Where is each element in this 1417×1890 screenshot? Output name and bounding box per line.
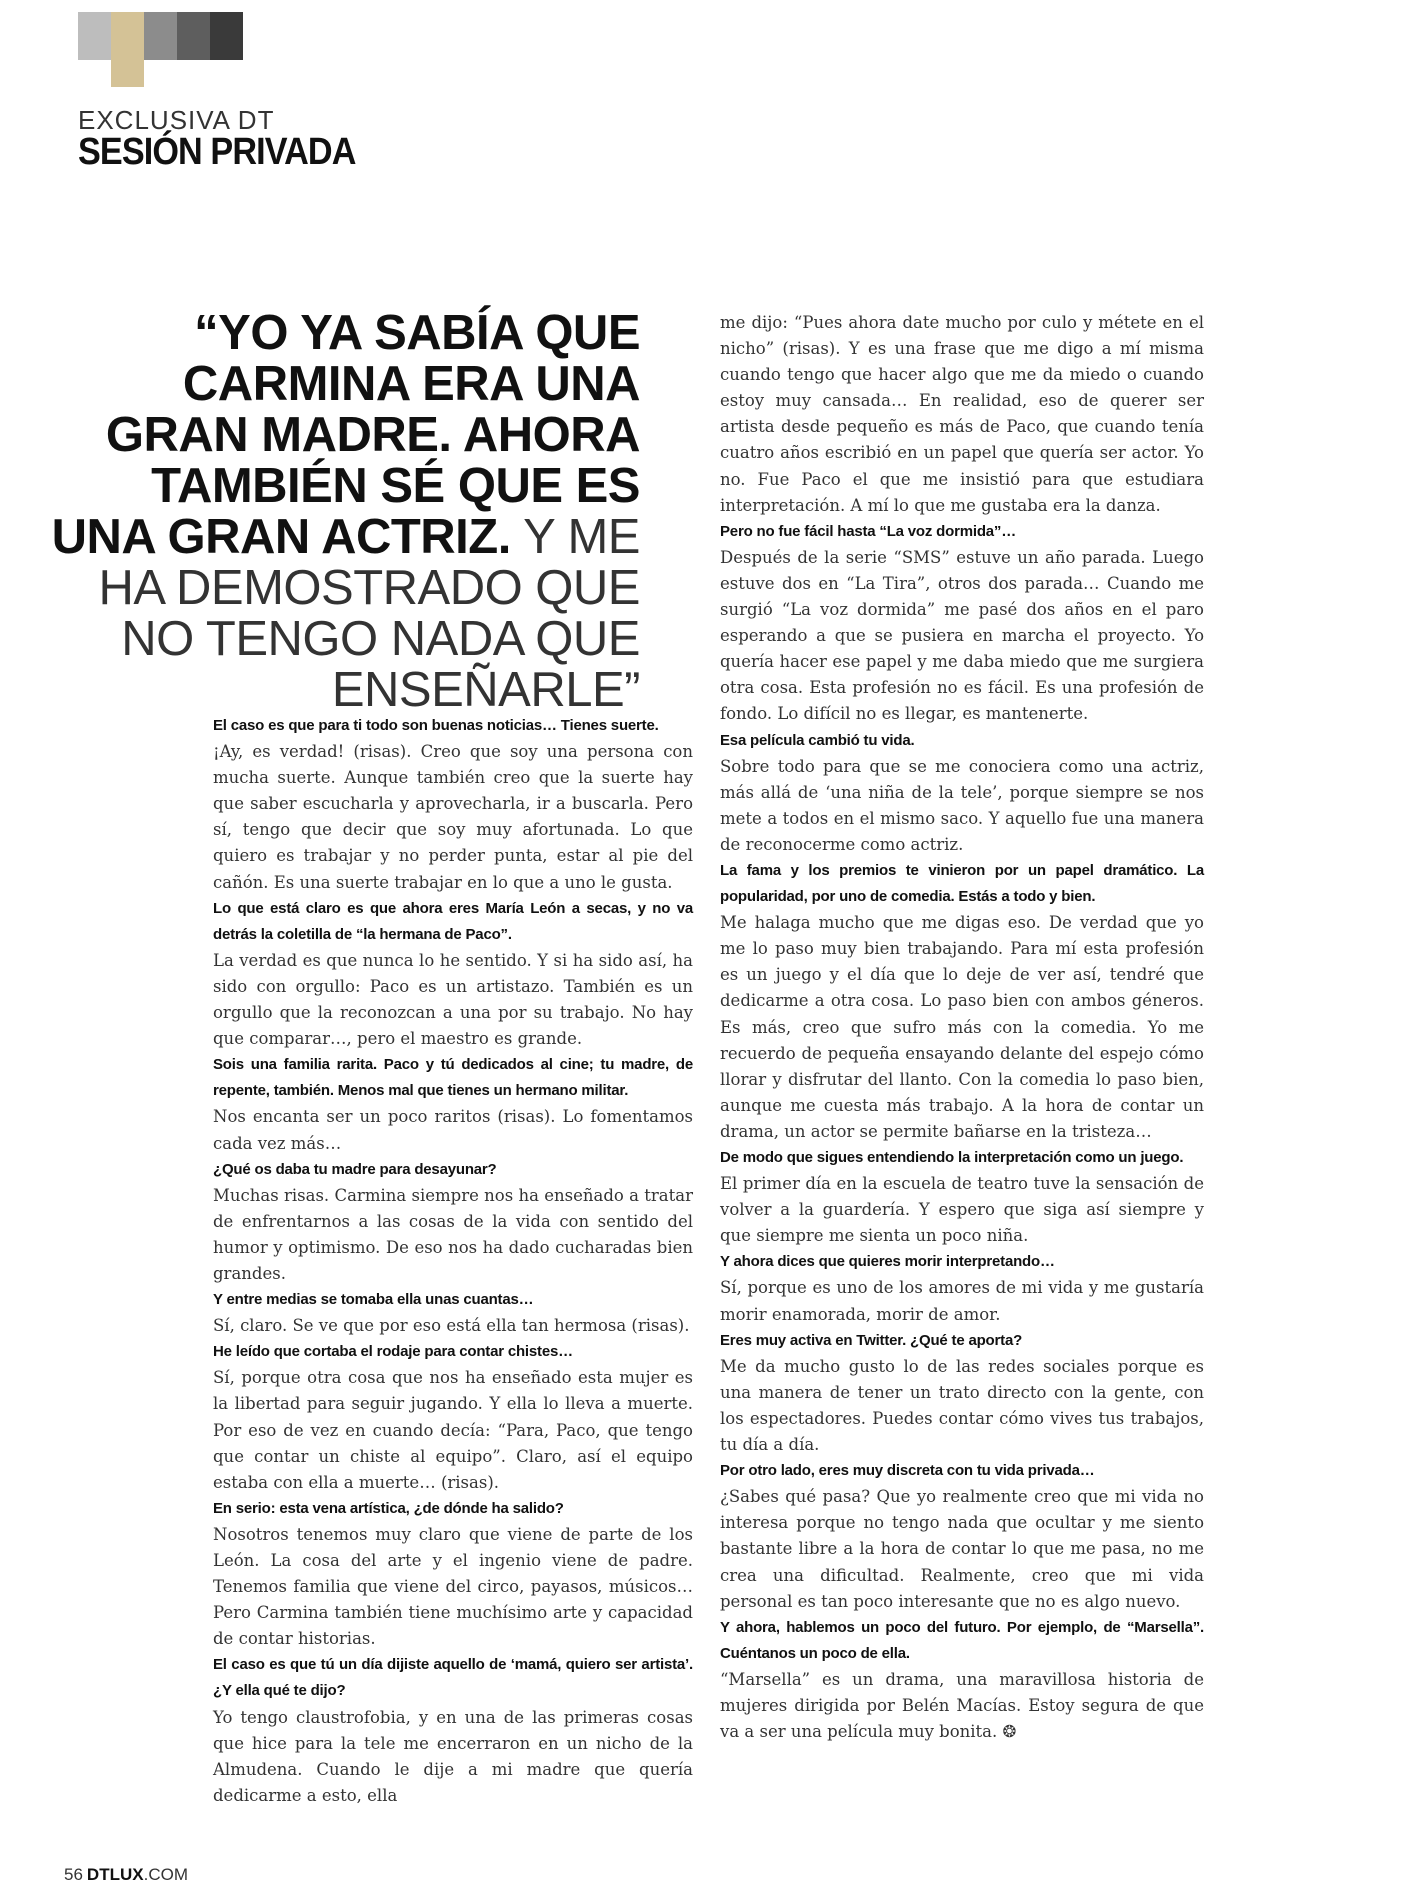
interview-answer: Sí, porque otra cosa que nos ha enseñado esta mujer es la libertad para seguir jugando. Y ella lo lleva a muerte. Por eso de vez en cuando decía: “Para, Paco, que tengo que contar un chiste al equipo”. Claro, así el equipo estaba con ella a muerte… (risas). [213,1368,693,1492]
page-number: 56 [64,1865,83,1884]
interview-question: Por otro lado, eres muy discreta con tu vida privada… [720,1462,1095,1480]
article-column-left [213,713,693,1809]
pull-quote-light: Y ME HA DEMOSTRADO QUE NO TENGO NADA QUE ENSEÑARLE” [98,510,640,717]
pull-quote-bold: “YO YA SABÍA QUE CARMINA ERA UNA GRAN MADRE. AHORA TAMBIÉN SÉ QUE ES UNA GRAN ACTRIZ. [51,306,640,564]
interview-question: La fama y los premios te vinieron por un papel dramático. La popularidad, por uno de comedia. Estás a todo y bien. [720,861,1204,906]
interview-answer: Yo tengo claustrofobia, y en una de las primeras cosas que hice para la tele me encerraron en un nicho de la Almudena. Cuando le dije a mi madre que quería dedicarme a esto, ella [213,1707,693,1805]
interview-question: ¿Qué os daba tu madre para desayunar? [213,1160,497,1178]
article-column-right [720,310,1204,1745]
interview-answer: Me da mucho gusto lo de las redes sociales porque es una manera de tener un trato directo con la gente, con los espectadores. Puedes contar cómo vives tus trabajos, tu día a día. [720,1356,1204,1455]
color-swatch [210,12,243,60]
color-swatch [177,12,210,60]
interview-answer: “Marsella” es un drama, una maravillosa historia de mujeres dirigida por Belén Macías. Estoy segura de que va a ser una película muy bonita. ❂ [720,1669,1204,1742]
interview-answer: ¡Ay, es verdad! (risas). Creo que soy una persona con mucha suerte. Aunque también creo que la suerte hay que saber escucharla y aprovecharla, ir a buscarla. Pero sí, tengo que decir que soy muy afortunada. Lo que quiero es trabajar y no perder punta, estar al pie del cañón. Es una suerte trabajar en lo que a uno le gusta. [213,742,693,892]
interview-answer: El primer día en la escuela de teatro tuve la sensación de volver a la guardería. Y espero que siga así siempre y que siempre me sienta un poco niña. [720,1174,1204,1246]
brand-name: DTLUX [86,1865,144,1884]
interview-question: Pero no fue fácil hasta “La voz dormida”… [720,522,1017,540]
section-title: SESIÓN PRIVADA [78,131,356,173]
interview-question: Y ahora dices que quieres morir interpretando… [720,1253,1055,1271]
interview-question: El caso es que tú un día dijiste aquello de ‘mamá, quiero ser artista’. ¿Y ella qué te dijo? [213,1656,693,1700]
interview-question: De modo que sigues entendiendo la interpretación como un juego. [720,1149,1184,1166]
interview-answer: Después de la serie “SMS” estuve un año parada. Luego estuve dos en “La Tira”, otros dos parada… Cuando me surgió “La voz dormida” me pasé dos años en el paro esperando a que se pusiera en marcha el proyecto. Yo quería hacer ese papel y me daba miedo que me surgiera otra cosa. Esta profesión no es fácil. Es una profesión de fondo. Lo difícil no es llegar, es mantenerte. [720,547,1204,724]
interview-question: En serio: esta vena artística, ¿de dónde ha salido? [213,1499,564,1517]
interview-answer: Sobre todo para que se me conociera como una actriz, más allá de ‘una niña de la tele’, porque siempre se nos mete a todos en el mismo saco. Y aquello fue una manera de reconocerme como actriz. [720,756,1204,854]
interview-answer: Sí, porque es uno de los amores de mi vida y me gustaría morir enamorada, morir de amor. [720,1278,1204,1324]
interview-question: Esa película cambió tu vida. [720,731,915,749]
interview-question: He leído que cortaba el rodaje para contar chistes… [213,1343,573,1361]
interview-question: Y entre medias se tomaba ella unas cuantas… [213,1291,534,1309]
page-footer [64,1865,188,1885]
kicker: EXCLUSIVA DT [78,105,275,135]
color-swatch [144,12,177,60]
interview-answer: ¿Sabes qué pasa? Que yo realmente creo que mi vida no interesa porque no tengo nada que ocultar y me siento bastante libre a la hora de contar lo que me pasa, no me crea una dificultad. Realmente, creo que mi vida personal es tan poco interesante que no es algo nuevo. [720,1487,1204,1611]
interview-answer: Muchas risas. Carmina siempre nos ha enseñado a tratar de enfrentarnos a las cosas de la vida con sentido del humor y optimismo. De eso nos ha dado cucharadas bien grandes. [213,1185,693,1283]
interview-question: Y ahora, hablemos un poco del futuro. Por ejemplo, de “Marsella”. Cuéntanos un poco de ella. [720,1618,1204,1662]
interview-answer: me dijo: “Pues ahora date mucho por culo y métete en el nicho” (risas). Y es una frase que me digo a mí misma cuando tengo que hacer algo que me da miedo o cuando estoy muy cansada… En realidad, eso de querer ser artista desde pequeño es más de Paco, que cuando tenía cuatro años escribió en un papel que quería ser actor. Yo no. Fue Paco el que me insistió para que estudiara interpretación. A mí lo que me gustaba era la danza. [720,313,1204,515]
interview-answer: Nos encanta ser un poco raritos (risas). Lo fomentamos cada vez más… [213,1107,693,1153]
color-swatch [78,12,111,60]
interview-question: Lo que está claro es que ahora eres María León a secas, y no va detrás la coletilla de “la hermana de Paco”. [213,899,693,943]
interview-answer: Me halaga mucho que me digas eso. De verdad que yo me lo paso muy bien trabajando. Para mí esta profesión es un juego y el día que lo deje de ver así, tendré que dedicarme a otra cosa. Lo paso bien con ambos géneros. Es más, creo que sufro más con la comedia. Yo me recuerdo de pequeña ensayando delante del espejo cómo llorar y disfrutar del llanto. Con la comedia lo paso bien, aunque me cuesta más trabajo. A la hora de contar un drama, un actor se permite bañarse en la tristeza… [720,913,1204,1141]
interview-answer: La verdad es que nunca lo he sentido. Y si ha sido así, ha sido con orgullo: Paco es un artistazo. También es un orgullo que la reconozcan a una por su trabajo. No hay que comparar…, pero el maestro es grande. [213,950,693,1049]
interview-question: Sois una familia rarita. Paco y tú dedicados al cine; tu madre, de repente, también. Menos mal que tienes un hermano militar. [213,1056,693,1100]
interview-answer: Sí, claro. Se ve que por eso está ella tan hermosa (risas). [213,1316,690,1336]
brand-domain: .COM [143,1865,188,1884]
interview-question: El caso es que para ti todo son buenas noticias… Tienes suerte. [213,717,659,734]
color-swatch [111,12,144,87]
interview-question: Eres muy activa en Twitter. ¿Qué te aporta? [720,1331,1023,1349]
interview-answer: Nosotros tenemos muy claro que viene de parte de los León. La cosa del arte y el ingenio viene de padre. Tenemos familia que viene del circo, payasos, músicos… Pero Carmina también tiene muchísimo arte y capacidad de contar historias. [213,1524,693,1649]
pull-quote [40,308,640,716]
